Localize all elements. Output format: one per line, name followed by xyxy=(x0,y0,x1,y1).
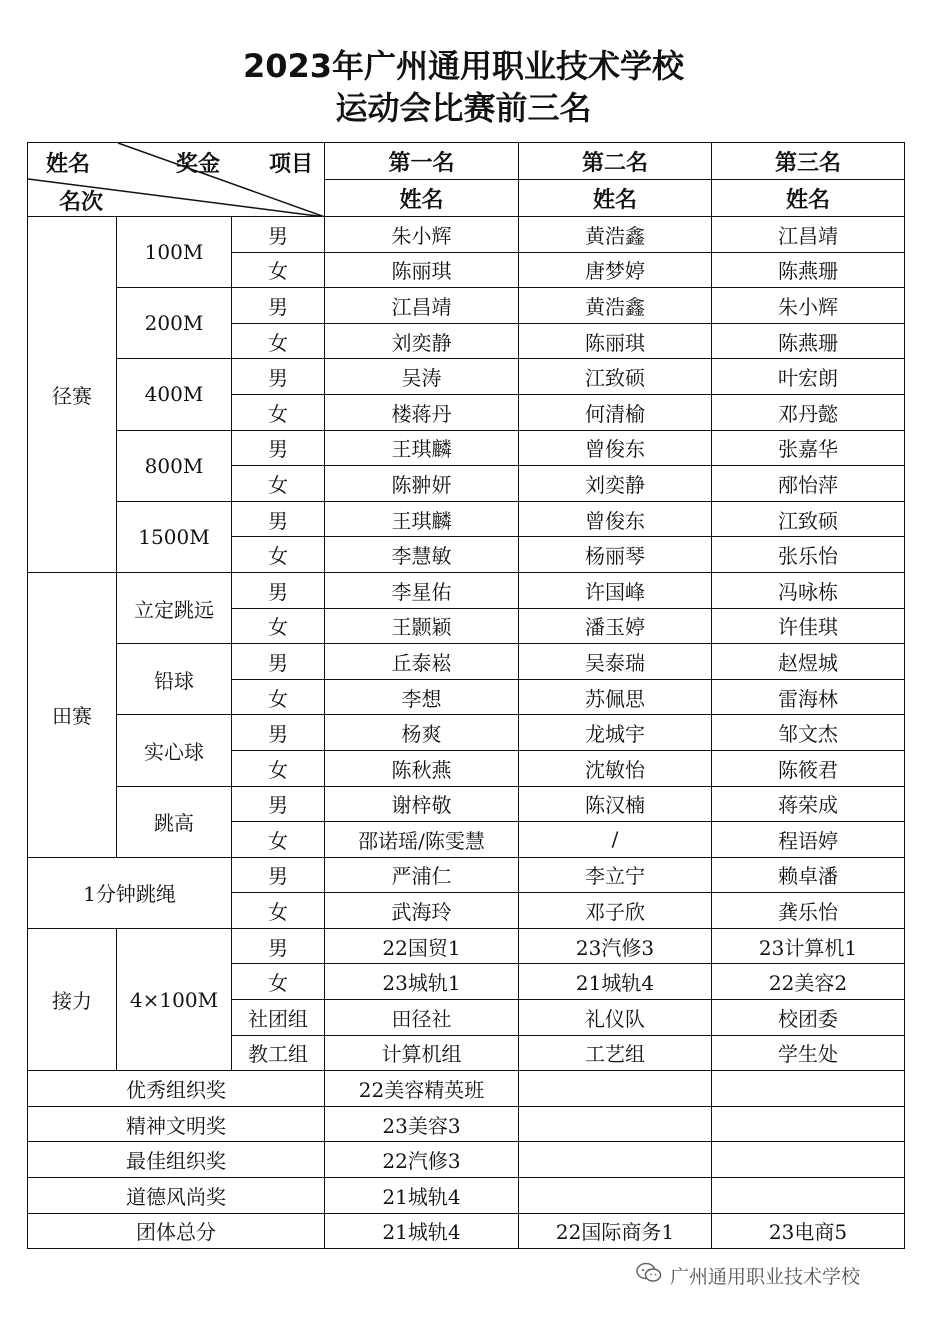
gender-cell: 男 xyxy=(232,288,325,324)
empty-cell xyxy=(712,1071,905,1107)
third-place: 学生处 xyxy=(712,1035,905,1071)
award-row xyxy=(28,1071,905,1107)
gender-cell: 男 xyxy=(232,217,325,253)
second-place: 23汽修3 xyxy=(519,928,712,964)
results-table xyxy=(27,142,905,1249)
table-row xyxy=(28,430,905,466)
second-place: 陈汉楠 xyxy=(519,786,712,822)
header-name-second: 姓名 xyxy=(519,180,712,217)
second-place: 沈敏怡 xyxy=(519,750,712,786)
second-place: 江致硕 xyxy=(519,359,712,395)
gender-cell: 女 xyxy=(232,252,325,288)
category-cell: 教工组 xyxy=(232,1035,325,1071)
award-value: 22汽修3 xyxy=(325,1142,519,1178)
gender-cell: 女 xyxy=(232,323,325,359)
event-200m: 200M xyxy=(117,288,232,359)
empty-cell xyxy=(519,1071,712,1107)
empty-cell xyxy=(519,1178,712,1214)
second-place: 曾俊东 xyxy=(519,430,712,466)
third-place: 赵煜城 xyxy=(712,644,905,680)
second-place: 李立宁 xyxy=(519,857,712,893)
first-place: 陈丽琪 xyxy=(325,252,519,288)
first-place: 王琪麟 xyxy=(325,501,519,537)
first-place: 田径社 xyxy=(325,1000,519,1036)
gender-cell: 女 xyxy=(232,537,325,573)
second-place: 苏佩思 xyxy=(519,679,712,715)
gender-cell: 女 xyxy=(232,679,325,715)
event-long-jump: 立定跳远 xyxy=(117,572,232,643)
table-row xyxy=(28,501,905,537)
empty-cell xyxy=(519,1142,712,1178)
second-place: 黄浩鑫 xyxy=(519,217,712,253)
first-place: 21城轨4 xyxy=(325,1213,519,1249)
second-place: 龙城宇 xyxy=(519,715,712,751)
event-100m: 100M xyxy=(117,217,232,288)
third-place: 张嘉华 xyxy=(712,430,905,466)
gender-cell: 女 xyxy=(232,964,325,1000)
third-place: 叶宏朗 xyxy=(712,359,905,395)
table-row xyxy=(28,644,905,680)
first-place: 严浦仁 xyxy=(325,857,519,893)
group-track: 径赛 xyxy=(28,217,117,573)
header-name-third: 姓名 xyxy=(712,180,905,217)
team-total-row xyxy=(28,1213,905,1249)
first-place: 楼蒋丹 xyxy=(325,394,519,430)
table-row xyxy=(28,288,905,324)
first-place: 李想 xyxy=(325,679,519,715)
award-value: 21城轨4 xyxy=(325,1178,519,1214)
gender-cell: 男 xyxy=(232,644,325,680)
gender-cell: 男 xyxy=(232,857,325,893)
corner-label-prize: 奖金 xyxy=(176,152,221,177)
event-1500m: 1500M xyxy=(117,501,232,572)
gender-cell: 女 xyxy=(232,466,325,502)
third-place: 校团委 xyxy=(712,1000,905,1036)
first-place: 刘奕静 xyxy=(325,323,519,359)
gender-cell: 女 xyxy=(232,394,325,430)
second-place: 工艺组 xyxy=(519,1035,712,1071)
source-watermark xyxy=(636,1262,860,1289)
first-place: 李星佑 xyxy=(325,572,519,608)
award-label: 最佳组织奖 xyxy=(28,1142,325,1178)
award-row xyxy=(28,1178,905,1214)
header-first: 第一名 xyxy=(325,143,519,180)
second-place: 唐梦婷 xyxy=(519,252,712,288)
second-place: 22国际商务1 xyxy=(519,1213,712,1249)
first-place: 23城轨1 xyxy=(325,964,519,1000)
table-row xyxy=(28,217,905,253)
page-title-line2: 运动会比赛前三名 xyxy=(335,89,592,127)
event-rope-skipping: 1分钟跳绳 xyxy=(28,857,232,928)
first-place: 武海玲 xyxy=(325,893,519,929)
header-corner-cell xyxy=(28,143,325,217)
third-place: 龚乐怡 xyxy=(712,893,905,929)
empty-cell xyxy=(712,1178,905,1214)
second-place: 何清榆 xyxy=(519,394,712,430)
event-800m: 800M xyxy=(117,430,232,501)
second-place: 21城轨4 xyxy=(519,964,712,1000)
award-row xyxy=(28,1106,905,1142)
second-place: 刘奕静 xyxy=(519,466,712,502)
third-place: 张乐怡 xyxy=(712,537,905,573)
event-4x100m: 4×100M xyxy=(117,928,232,1070)
third-place: 23计算机1 xyxy=(712,928,905,964)
second-place: 邓子欣 xyxy=(519,893,712,929)
third-place: 赖卓潘 xyxy=(712,857,905,893)
first-place: 陈秋燕 xyxy=(325,750,519,786)
event-medicine-ball: 实心球 xyxy=(117,715,232,786)
gender-cell: 男 xyxy=(232,786,325,822)
first-place: 王颢颖 xyxy=(325,608,519,644)
table-row xyxy=(28,572,905,608)
third-place: 冯咏栋 xyxy=(712,572,905,608)
empty-cell xyxy=(712,1106,905,1142)
first-place: 王琪麟 xyxy=(325,430,519,466)
gender-cell: 男 xyxy=(232,501,325,537)
first-place: 计算机组 xyxy=(325,1035,519,1071)
corner-label-rank: 名次 xyxy=(59,190,104,215)
gender-cell: 男 xyxy=(232,430,325,466)
table-row xyxy=(28,857,905,893)
third-place: 陈筱君 xyxy=(712,750,905,786)
event-400m: 400M xyxy=(117,359,232,430)
watermark-text: 广州通用职业技术学校 xyxy=(670,1266,861,1288)
third-place: 蒋荣成 xyxy=(712,786,905,822)
table-row xyxy=(28,715,905,751)
third-place: 江昌靖 xyxy=(712,217,905,253)
award-value: 23美容3 xyxy=(325,1106,519,1142)
category-cell: 社团组 xyxy=(232,1000,325,1036)
second-place: 黄浩鑫 xyxy=(519,288,712,324)
header-second: 第二名 xyxy=(519,143,712,180)
table-row xyxy=(28,359,905,395)
first-place: 吴涛 xyxy=(325,359,519,395)
corner-label-item: 项目 xyxy=(269,152,314,177)
third-place: 江致硕 xyxy=(712,501,905,537)
empty-cell xyxy=(712,1142,905,1178)
second-place: 许国峰 xyxy=(519,572,712,608)
third-place: 许佳琪 xyxy=(712,608,905,644)
gender-cell: 男 xyxy=(232,928,325,964)
third-place: 邹文杰 xyxy=(712,715,905,751)
gender-cell: 女 xyxy=(232,822,325,858)
first-place: 陈翀妍 xyxy=(325,466,519,502)
second-place: 陈丽琪 xyxy=(519,323,712,359)
gender-cell: 男 xyxy=(232,572,325,608)
gender-cell: 女 xyxy=(232,608,325,644)
second-place: / xyxy=(519,822,712,858)
award-label: 优秀组织奖 xyxy=(28,1071,325,1107)
group-relay: 接力 xyxy=(28,928,117,1070)
award-value: 22美容精英班 xyxy=(325,1071,519,1107)
third-place: 朱小辉 xyxy=(712,288,905,324)
gender-cell: 女 xyxy=(232,750,325,786)
second-place: 礼仪队 xyxy=(519,1000,712,1036)
second-place: 曾俊东 xyxy=(519,501,712,537)
header-name-first: 姓名 xyxy=(325,180,519,217)
second-place: 杨丽琴 xyxy=(519,537,712,573)
gender-cell: 男 xyxy=(232,715,325,751)
table-row xyxy=(28,928,905,964)
team-total-label: 团体总分 xyxy=(28,1213,325,1249)
header-third: 第三名 xyxy=(712,143,905,180)
page-title-line1: 2023年广州通用职业技术学校 xyxy=(242,47,685,85)
first-place: 朱小辉 xyxy=(325,217,519,253)
third-place: 邴怡萍 xyxy=(712,466,905,502)
first-place: 谢梓敬 xyxy=(325,786,519,822)
second-place: 潘玉婷 xyxy=(519,608,712,644)
third-place: 22美容2 xyxy=(712,964,905,1000)
award-label: 精神文明奖 xyxy=(28,1106,325,1142)
third-place: 陈燕珊 xyxy=(712,252,905,288)
first-place: 李慧敏 xyxy=(325,537,519,573)
table-row xyxy=(28,786,905,822)
wechat-icon xyxy=(636,1262,662,1289)
second-place: 吴泰瑞 xyxy=(519,644,712,680)
first-place: 22国贸1 xyxy=(325,928,519,964)
first-place: 邵诺瑶/陈雯慧 xyxy=(325,822,519,858)
gender-cell: 男 xyxy=(232,359,325,395)
third-place: 程语婷 xyxy=(712,822,905,858)
first-place: 丘泰崧 xyxy=(325,644,519,680)
empty-cell xyxy=(519,1106,712,1142)
header-row-1 xyxy=(28,143,905,180)
third-place: 23电商5 xyxy=(712,1213,905,1249)
group-field: 田赛 xyxy=(28,572,117,857)
third-place: 陈燕珊 xyxy=(712,323,905,359)
third-place: 雷海林 xyxy=(712,679,905,715)
award-row xyxy=(28,1142,905,1178)
third-place: 邓丹懿 xyxy=(712,394,905,430)
gender-cell: 女 xyxy=(232,893,325,929)
first-place: 杨爽 xyxy=(325,715,519,751)
corner-label-name: 姓名 xyxy=(46,152,91,177)
award-label: 道德风尚奖 xyxy=(28,1178,325,1214)
first-place: 江昌靖 xyxy=(325,288,519,324)
event-high-jump: 跳高 xyxy=(117,786,232,857)
event-shot-put: 铅球 xyxy=(117,644,232,715)
